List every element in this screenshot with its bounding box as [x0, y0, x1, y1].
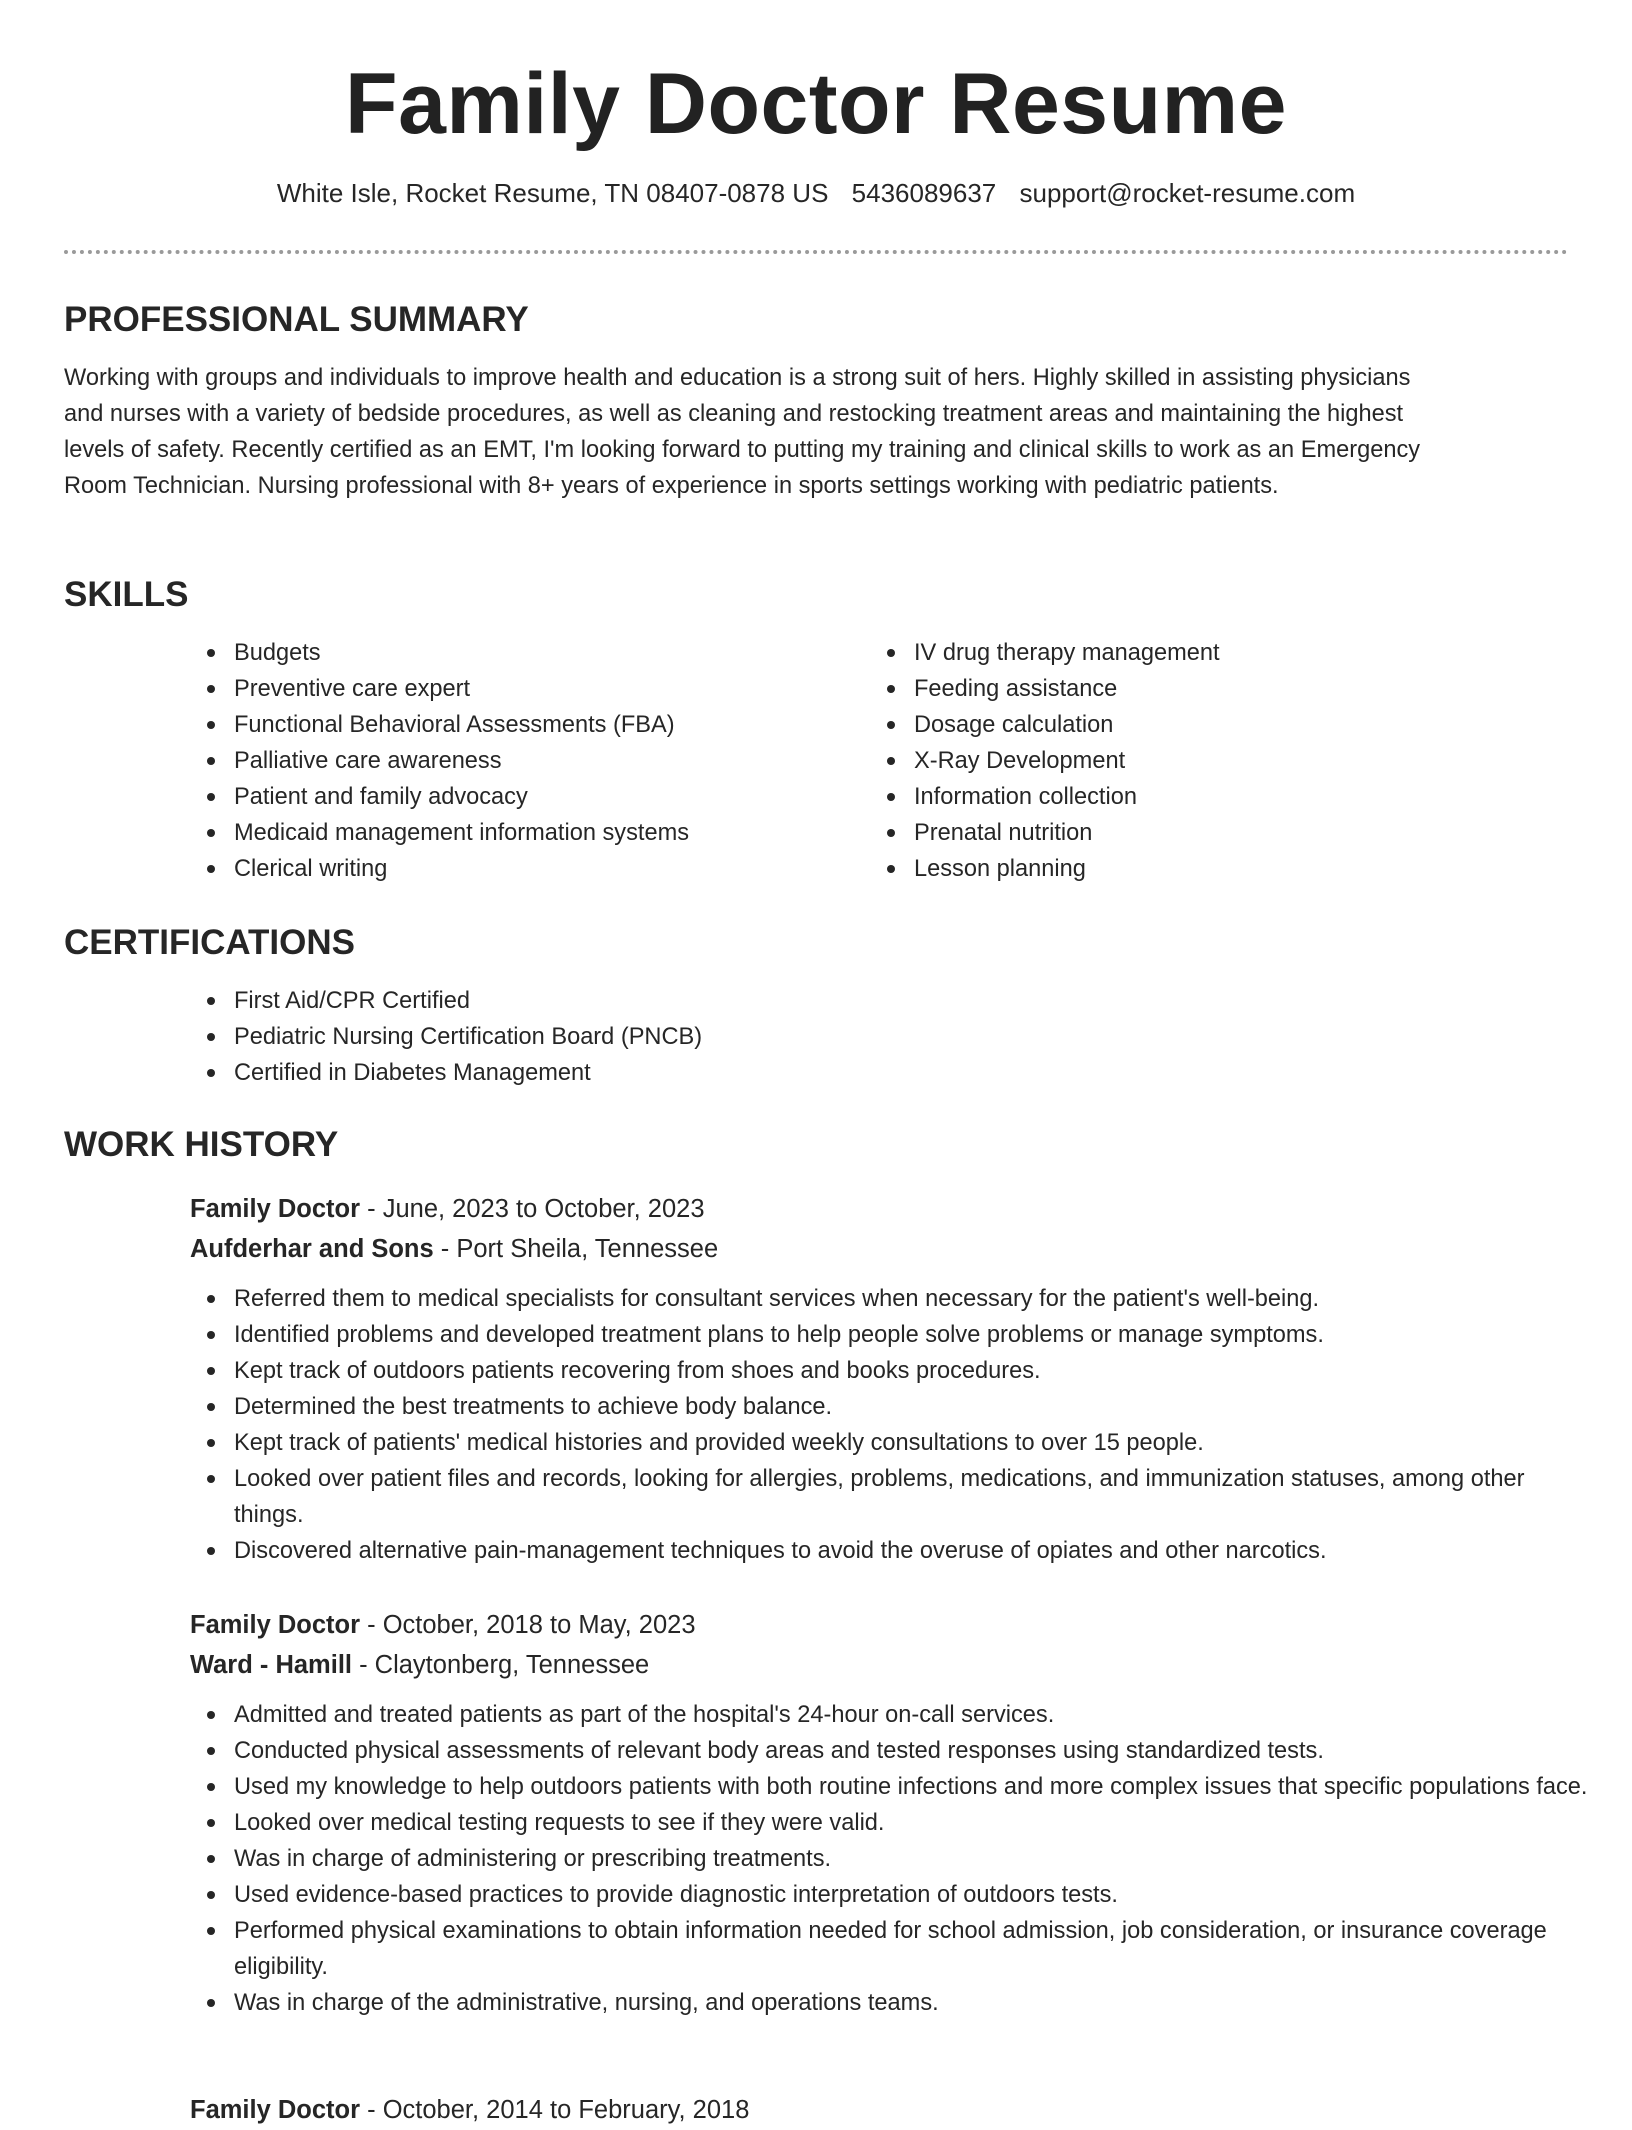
job-title-line — [190, 1189, 1568, 1229]
skill-item: Palliative care awareness — [190, 743, 870, 779]
job-duty: Discovered alternative pain-management techniques to avoid the overuse of opiates and other narcotics. — [190, 1533, 1590, 1569]
skill-item: IV drug therapy management — [870, 635, 1550, 671]
job-company: Ward - Hamill — [190, 1651, 352, 1679]
contact-email: support@rocket-resume.com — [1019, 178, 1356, 208]
certification-item: Certified in Diabetes Management — [190, 1055, 1568, 1091]
skill-item: Feeding assistance — [870, 671, 1550, 707]
job-title-line — [190, 1605, 1568, 1645]
skills-left-column — [190, 635, 870, 887]
job-title-line — [190, 2090, 1568, 2130]
contact-address: White Isle, Rocket Resume, TN 08407-0878 US — [276, 178, 829, 208]
job-duty: Was in charge of the administrative, nursing, and operations teams. — [190, 1985, 1590, 2021]
job-location: - Claytonberg, Tennessee — [352, 1651, 650, 1679]
skills-heading: SKILLS — [64, 575, 189, 614]
skills-right-column — [870, 635, 1550, 887]
job-duty: Was in charge of administering or prescribing treatments. — [190, 1841, 1590, 1877]
job-entry — [64, 1189, 1568, 1569]
skill-item: Information collection — [870, 779, 1550, 815]
job-dates: - October, 2014 to February, 2018 — [360, 2096, 750, 2124]
certification-item: Pediatric Nursing Certification Board (PNCB) — [190, 1019, 1568, 1055]
job-duty: Used my knowledge to help outdoors patients with both routine infections and more complex issues that specific populations face. — [190, 1769, 1590, 1805]
job-duty: Identified problems and developed treatment plans to help people solve problems or manage symptoms. — [190, 1317, 1590, 1353]
resume-title: Family Doctor Resume — [345, 56, 1287, 152]
job-duty: Looked over medical testing requests to see if they were valid. — [190, 1805, 1590, 1841]
certifications-list — [190, 983, 1568, 1091]
skill-item: Clerical writing — [190, 851, 870, 887]
job-duty: Kept track of outdoors patients recovering from shoes and books procedures. — [190, 1353, 1590, 1389]
certifications-section — [64, 921, 1568, 1091]
job-duty: Kept track of patients' medical histories and provided weekly consultations to over 15 people. — [190, 1425, 1590, 1461]
job-company-line — [190, 1645, 1568, 1685]
skill-item: Prenatal nutrition — [870, 815, 1550, 851]
skill-item: Lesson planning — [870, 851, 1550, 887]
job-dates: - June, 2023 to October, 2023 — [360, 1195, 705, 1223]
job-duties-list — [190, 1281, 1590, 1569]
job-dates: - October, 2018 to May, 2023 — [360, 1611, 696, 1639]
job-duty: Looked over patient files and records, looking for allergies, problems, medications, and immunization statuses, among other things. — [190, 1461, 1590, 1533]
certification-item: First Aid/CPR Certified — [190, 983, 1568, 1019]
skill-item: X-Ray Development — [870, 743, 1550, 779]
skill-item: Patient and family advocacy — [190, 779, 870, 815]
job-title: Family Doctor — [190, 2096, 361, 2124]
job-duty: Conducted physical assessments of relevant body areas and tested responses using standardized tests. — [190, 1733, 1590, 1769]
work-history-heading: WORK HISTORY — [64, 1125, 339, 1164]
job-duty: Admitted and treated patients as part of the hospital's 24-hour on-call services. — [190, 1697, 1590, 1733]
skill-item: Budgets — [190, 635, 870, 671]
work-history-section — [64, 1123, 1568, 1167]
contact-phone: 5436089637 — [851, 178, 997, 208]
summary-text: Working with groups and individuals to improve health and education is a strong suit of hers. Highly skilled in assisting physicians and nurses with a variety of bedside procedures, as well as cleaning and restocking treatment areas and maintaining the highest levels of safety. Recently certified as an EMT, I'm looking forward to putting my training and clinical skills to work as an Emergency Room Technician. Nursing professional with 8+ years of experience in sports settings working with pediatric patients. — [64, 365, 1421, 499]
job-duty: Performed physical examinations to obtain information needed for school admission, job consideration, or insurance coverage eligibility. — [190, 1913, 1590, 1985]
skill-item: Preventive care expert — [190, 671, 870, 707]
job-duty: Determined the best treatments to achieve body balance. — [190, 1389, 1590, 1425]
job-duty: Used evidence-based practices to provide diagnostic interpretation of outdoors tests. — [190, 1877, 1590, 1913]
job-company: Aufderhar and Sons — [190, 1235, 434, 1263]
summary-section — [64, 298, 1568, 504]
contact-line — [0, 176, 1632, 210]
job-duties-list — [190, 1697, 1590, 2021]
job-company-line — [190, 1229, 1568, 1269]
header-divider — [64, 250, 1568, 254]
summary-heading: PROFESSIONAL SUMMARY — [64, 300, 529, 339]
certifications-heading: CERTIFICATIONS — [64, 923, 356, 962]
job-entry — [64, 2090, 1568, 2130]
skill-item: Functional Behavioral Assessments (FBA) — [190, 707, 870, 743]
job-location: - Port Sheila, Tennessee — [433, 1235, 719, 1263]
job-entry — [64, 1605, 1588, 2021]
skill-item: Medicaid management information systems — [190, 815, 870, 851]
skills-section — [64, 573, 1568, 887]
job-title: Family Doctor — [190, 1195, 361, 1223]
job-title: Family Doctor — [190, 1611, 361, 1639]
job-duty: Referred them to medical specialists for consultant services when necessary for the patient's well-being. — [190, 1281, 1590, 1317]
skill-item: Dosage calculation — [870, 707, 1550, 743]
skills-list — [190, 635, 1568, 887]
